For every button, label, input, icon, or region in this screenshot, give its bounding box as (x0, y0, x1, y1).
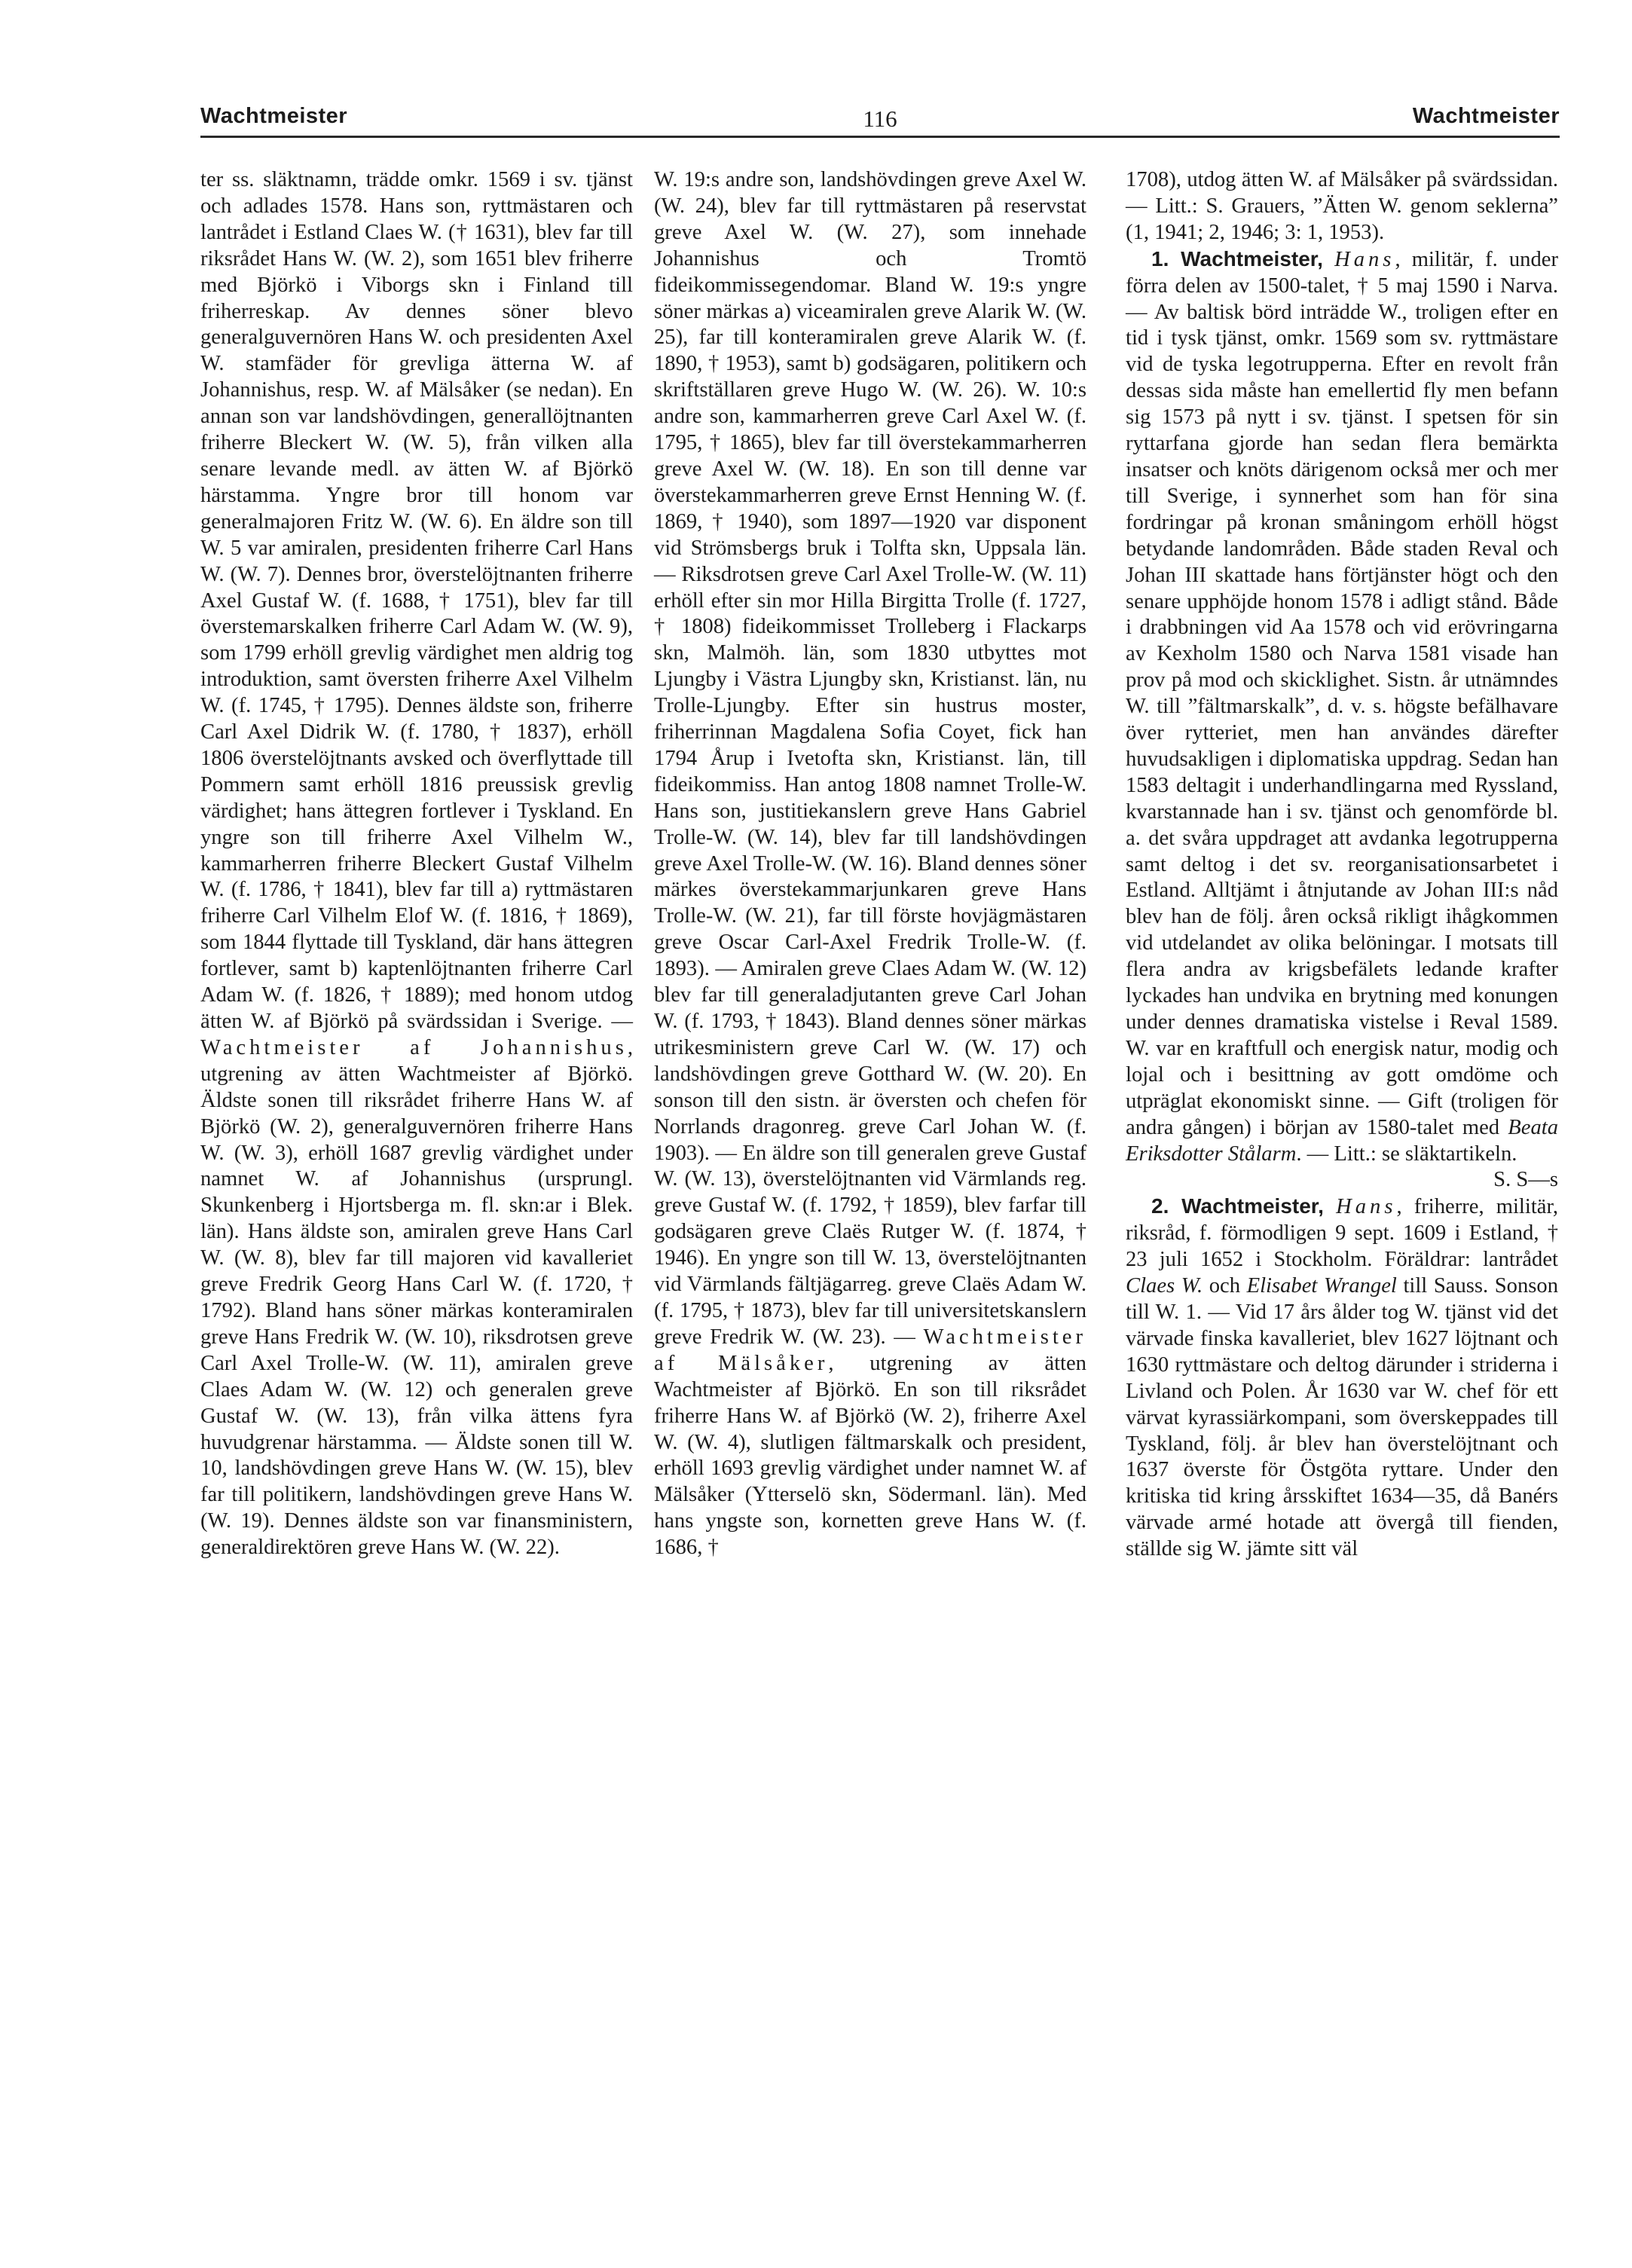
father-name: Claes W. (1126, 1274, 1203, 1298)
given-name: Hans (1336, 1195, 1397, 1219)
header-rule (200, 136, 1560, 138)
paragraph: ter ss. släktnamn, trädde omkr. 1569 i sv. tjänst och adlades 1578. Hans son, ryttmästaren och lantrådet i Estland Claes W. († 1631), blev far till riksrådet Hans W. (W. 2), som 1651 blev friherre med Björkö i Viborgs skn i Finland till friherreskap. Av dennes söner blevo generalguvernören Hans W. och presidenten Axel W. stamfäder för grevliga ätterna W. af Johannishus, resp. W. af Mälsåker (se nedan). En annan son var landshövdingen, generallöjtnanten friherre Bleckert W. (W. 5), från vilken alla senare levande medl. av ätten W. af Björkö härstamma. Yngre bror till honom var generalmajoren Fritz W. (W. 6). En äldre son till W. 5 var amiralen, presidenten friherre Carl Hans W. (W. 7). Dennes bror, överstelöjtnanten friherre Axel Gustaf W. (f. 1688, † 1751), blev far till överstemarskalken friherre Carl Adam W. (W. 9), som 1799 erhöll grevlig värdighet men aldrig tog introduktion, samt översten friherre Axel Vilhelm W. (f. 1745, † 1795). Dennes äldste son, friherre Carl Axel Didrik W. (f. 1780, † 1837), erhöll 1806 överstelöjtnants avsked och överflyttade till Pommern samt erhöll 1816 preussisk grevlig värdighet; hans ättegren fortlever i Tyskland. En yngre son till friherre Axel Vilhelm W., kammarherren friherre Bleckert Gustaf Vilhelm W. (f. 1786, † 1841), blev far till a) ryttmästaren friherre Carl Vilhelm Elof W. (f. 1816, † 1869), som 1844 flyttade till Tyskland, där hans ättegren fortlever, samt b) kaptenlöjtnanten friherre Carl Adam W. (f. 1826, † 1889); med honom utdog ätten W. af Björkö på svärdssidan i Sverige. — Wachtmeister af Johannishus, utgrening av ätten Wachtmeister af Björkö. Äldste sonen till riksrådet friherre Hans W. af Björkö (W. 2), generalguvernören friherre Hans W. (W. 3), erhöll 1687 grevlig värdighet under namnet W. af Johannishus (ursprungl. Skunkenberg i Hjortsberga m. fl. skn:ar i Blek. län). Hans äldste son, amiralen greve Hans Carl W. (W. 8), blev far till majoren vid kavalleriet greve Fredrik Georg Hans Carl W. (f. 1720, † 1792). Bland hans söner märkas konteramiralen greve Hans Fredrik W. (W. 10), riksdrotsen greve Carl Axel Trolle-W. (W. 11), amiralen greve Claes Adam W. (W. 12) och generalen greve Gustaf W. (W. 13), från vilka ättens fyra huvudgrenar härstamma. — Äldste sonen till W. 10, landshövdingen greve Hans W. (W. 15), blev far till politikern, landshövdingen greve Hans W. (W. 19). Dennes äldste son var finansministern, generaldirektören greve Hans W. (W. 22). (200, 168, 633, 1560)
entry-heading: 1. Wachtmeister, (1151, 246, 1323, 271)
given-name: Hans (1334, 247, 1395, 271)
spaced-heading: Wachtmeister af Mälsåker (654, 1325, 1086, 1375)
entry-2: 2. Wachtmeister, Hans, friherre, militär, riksråd, f. förmodligen 9 sept. 1609 i Estland, † 23 juli 1652 i Stockholm. Föräldrar: lantrådet Claes W. och Elisabet Wrangel till Sauss. Sonson till W. 1. — Vid 17 års ålder tog W. tjänst vid det värvade finska kavalleriet, blev 1627 löjtnant och 1630 ryttmästare och deltog därunder i striderna i Livland och Polen. År 1630 var W. chef för ett värvat kyrassiärkompani, som överskeppades till Tyskland, följ. år blev han överstelöjtnant och 1637 överste för Östgöta ryttare. Under den kritiska tid kring årsskiftet 1634—35, då Banérs värvade armé hotade att övergå till fienden, ställde sig W. jämte sitt väl (1126, 1194, 1558, 1561)
author-signature: S. S—s (1493, 1168, 1558, 1192)
paragraph: 1708), utdog ätten W. af Mälsåker på svärdssidan. — Litt.: S. Grauers, ”Ätten W. genom seklerna” (1, 1941; 2, 1946; 3: 1, 1953). (1126, 168, 1558, 244)
running-head-right: Wachtmeister (1412, 104, 1560, 128)
text-column-2 (654, 167, 1086, 1561)
running-head-left: Wachtmeister (200, 104, 348, 128)
text-column-1 (200, 167, 633, 1561)
text-column-3 (1126, 167, 1558, 1563)
running-header (200, 96, 1560, 142)
paragraph: W. 19:s andre son, landshövdingen greve Axel W. (W. 24), blev far till ryttmästaren på reservstat greve Axel W. (W. 27), som innehade Johannishus och Tromtö fideikommissegendomar. Bland W. 19:s yngre söner märkas a) viceamiralen greve Alarik W. (W. 25), far till konteramiralen greve Alarik W. (f. 1890, † 1953), samt b) godsägaren, politikern och skriftställaren greve Hugo W. (W. 26). W. 10:s andre son, kammarherren greve Carl Axel W. (f. 1795, † 1865), blev far till överstekammarherren greve Axel W. (W. 18). En son till denne var överstekammarherren greve Ernst Henning W. (f. 1869, † 1940), som 1897—1920 var disponent vid Strömsbergs bruk i Tolfta skn, Uppsala län. — Riksdrotsen greve Carl Axel Trolle-W. (W. 11) erhöll efter sin mor Hilla Birgitta Trolle (f. 1727, † 1808) fideikommisset Trolleberg i Flackarps skn, Malmöh. län, som 1830 utbyttes mot Ljungby i Västra Ljungby skn, Kristianst. län, nu Trolle-Ljungby. Efter sin hustrus moster, friherrinnan Magdalena Sofia Coyet, fick han 1794 Årup i Ivetofta skn, Kristianst. län, till fideikommiss. Han antog 1808 namnet Trolle-W. Hans son, justitiekanslern greve Hans Gabriel Trolle-W. (W. 14), blev far till landshövdingen greve Axel Trolle-W. (W. 16). Bland dennes söner märkes överstekammarjunkaren greve Hans Trolle-W. (W. 21), far till förste hovjägmästaren greve Oscar Carl-Axel Fredrik Trolle-W. (f. 1893). — Amiralen greve Claes Adam W. (W. 12) blev far till generaladjutanten greve Carl Johan W. (f. 1793, † 1843). Bland dennes söner märkas utrikesministern greve Carl W. (W. 17) och landshövdingen greve Gotthard W. (W. 20). En sonson till den sistn. är översten och chefen för Norrlands dragonreg. greve Carl Johan W. (f. 1903). — En äldre son till generalen greve Gustaf W. (W. 13), överstelöjtnanten vid Värmlands reg. greve Gustaf W. (f. 1792, † 1859), blev farfar till godsägaren greve Claës Rutger W. (f. 1874, † 1946). En yngre son till W. 13, överstelöjtnanten vid Värmlands fältjägarreg. greve Claës Adam W. (f. 1795, † 1873), blev far till universitetskanslern greve Fredrik W. (W. 23). — Wachtmeister af Mälsåker, utgrening av ätten Wachtmeister af Björkö. En son till riksrådet friherre Hans W. af Björkö (W. 2), friherre Axel W. (W. 4), slutligen fältmarskalk och president, erhöll 1693 grevlig värdighet under namnet W. af Mälsåker (Ytterselö skn, Södermanl. län). Med hans yngste son, kornetten greve Hans W. (f. 1686, † (654, 168, 1086, 1560)
spouse-name: Beata Eriksdotter Stålarm (1126, 1115, 1558, 1166)
entry-heading: 2. Wachtmeister, (1151, 1194, 1324, 1218)
mother-name: Elisabet Wrangel (1246, 1274, 1397, 1298)
spaced-heading: Wachtmeister af Johannishus (200, 1035, 628, 1059)
entry-1: 1. Wachtmeister, Hans, militär, f. under förra delen av 1500-talet, † 5 maj 1590 i Narva. — Av baltisk börd inträdde W., troligen efter en tid i tysk tjänst, omkr. 1569 som sv. ryttmästare vid de tyska legotrupperna. Efter en revolt från dessas sida måste han emellertid fly men befann sig 1573 på nytt i sv. tjänst. I spetsen för sin ryttarfana gjorde han sedan flera bemärkta insatser och knöts därigenom också mer och mer till Sverige, i synnerhet som han för sina fordringar på kronan småningom erhöll högst betydande landområden. Både staden Reval och Johan III skattade hans förtjänster högt och den senare upphöjde honom 1578 i adligt stånd. Både i drabbningen vid Aa 1578 och vid erövringarna av Kexholm 1580 och Narva 1581 visade han prov på mod och skicklighet. Sistn. år utnämndes W. till ”fältmarskalk”, d. v. s. högste befälhavare över rytteriet, men han användes därefter huvudsakligen i diplomatiska uppdrag. Sedan han 1583 deltagit i underhandlingarna med Ryssland, kvarstannade han i sv. tjänst och genomförde bl. a. det svåra uppdraget att avdanka legotrupperna samt deltog i det sv. reorganisationsarbetet i Estland. Alltjämt i åtnjutande av Johan III:s nåd blev han de följ. åren också rikligt ihågkommen vid utdelandet av olika belöningar. I motsats till flera andra av krigsbefälets ledande krafter lyckades han undvika en brytning med konungen under dennes dramatiska vistelse i Reval 1589. W. var en kraftfull och energisk natur, modig och lojal och i besittning av gott omdöme och utpräglat ekonomiskt sinne. — Gift (troligen för andra gången) i början av 1580-talet med Beata Eriksdotter Stålarm. — Litt.: se släktartikeln. (1126, 246, 1558, 1166)
page-number: 116 (863, 105, 897, 132)
